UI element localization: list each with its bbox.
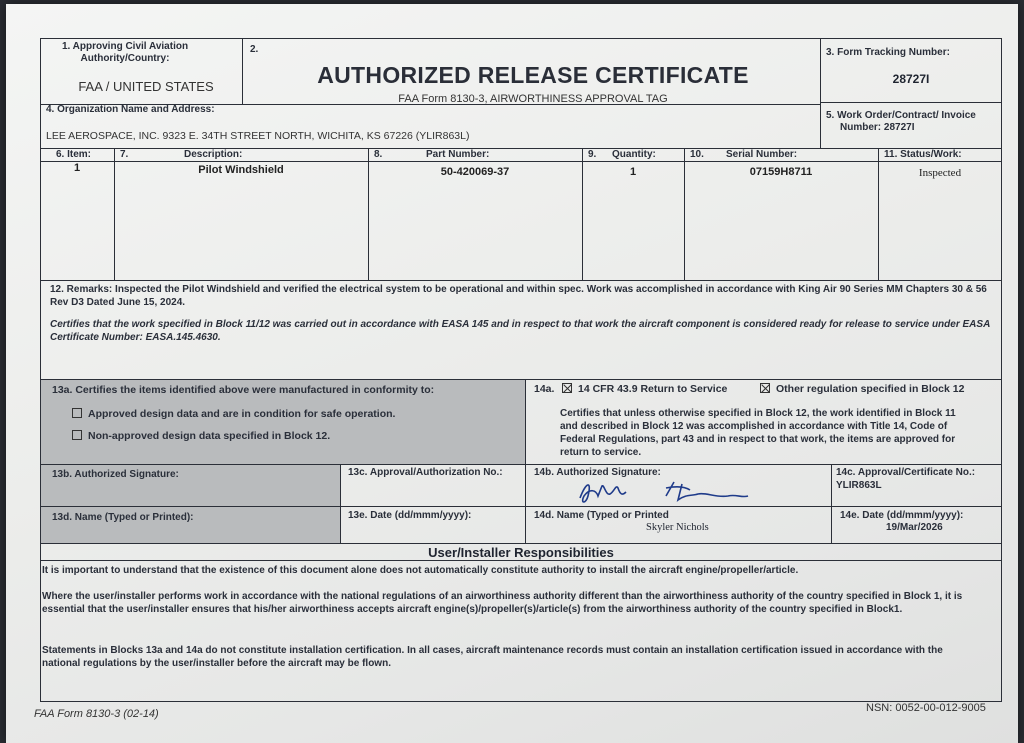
responsibilities-paragraph-1: It is important to understand that the existence of this document alone does not automatically constitute authority to install the aircraft engine/propeller/article.	[42, 565, 799, 576]
block14c-label: 14c. Approval/Certificate No.:	[836, 467, 976, 478]
authorized-signature	[566, 474, 766, 508]
easa-statement: Certifies that the work specified in Block 11/12 was carried out in accordance with EASA 145 and in respect to that work the aircraft component is considered ready for release to service under EASA Certificate Number: EASA.145.4630.	[50, 319, 990, 343]
nsn-footer: NSN: 0052-00-012-9005	[866, 702, 986, 714]
block13d-label: 13d. Name (Typed or Printed):	[52, 512, 194, 523]
item-quantity: 1	[629, 166, 637, 178]
header-serial-number: Serial Number:	[726, 149, 798, 160]
remarks-text: Inspected the Pilot Windshield and verified the electrical system to be operational and within spec. Work was accomplished in accordance with King Air 90 Series MM Chapters 30 & 56 Rev D3 Dated June 15, 2024.	[50, 284, 987, 308]
item-serial-number: 07159H8711	[749, 166, 813, 178]
block14a-option-other: Other regulation specified in Block 12	[760, 383, 964, 395]
certificate-paper	[6, 4, 1018, 743]
certificate-subtitle: FAA Form 8130-3, AIRWORTHINESS APPROVAL TAG	[398, 93, 668, 105]
header-status: 11. Status/Work:	[884, 149, 962, 160]
item-status: Inspected	[918, 167, 962, 179]
printed-name: Skyler Nichols	[646, 522, 709, 533]
approved-design-checkbox[interactable]	[72, 408, 82, 418]
block3-label: 3. Form Tracking Number:	[826, 47, 950, 58]
header-description-number: 7.	[120, 149, 129, 160]
block5-label: 5. Work Order/Contract/ Invoice	[826, 110, 976, 121]
block13e-label: 13e. Date (dd/mmm/yyyy):	[348, 510, 472, 521]
header-item: 6. Item:	[56, 149, 92, 160]
work-order-number: Number: 28727I	[840, 122, 915, 133]
header-quantity: Quantity:	[612, 149, 656, 160]
approval-certificate-number: YLIR863L	[836, 480, 882, 491]
block14a-label: 14a.	[534, 383, 555, 395]
block14a-option-cfr: 14 CFR 43.9 Return to Service	[562, 383, 727, 395]
item-part-number: 50-420069-37	[440, 166, 510, 178]
responsibilities-paragraph-2: Where the user/installer performs work in accordance with the national regulations of an airworthiness authority different than the airworthiness authority of the country specified in Block 1, it is essential that the user/installer ensures that his/her airworthiness accepts aircraft engine(s)/propeller(s)/article(s) from the airworthiness authority of the country specified in Block1.	[42, 591, 963, 615]
block14b-label: 14b. Authorized Signature:	[534, 467, 661, 478]
approving-authority-value: FAA / UNITED STATES	[78, 79, 214, 94]
block13c-label: 13c. Approval/Authorization No.:	[348, 467, 503, 478]
other-regulation-checkbox[interactable]	[760, 383, 770, 393]
header-description: Description:	[184, 149, 243, 160]
organization-address: LEE AEROSPACE, INC. 9323 E. 34TH STREET NORTH, WICHITA, KS 67226 (YLIR863L)	[46, 130, 470, 142]
item-number: 1	[73, 162, 81, 174]
block14e-label: 14e. Date (dd/mmm/yyyy):	[840, 510, 964, 521]
certificate-title: AUTHORIZED RELEASE CERTIFICATE	[317, 62, 749, 88]
header-serial-number-number: 10.	[690, 149, 704, 160]
block4-label: 4. Organization Name and Address:	[46, 104, 215, 115]
block14a-text: Certifies that unless otherwise specified in Block 12, the work identified in Block 11 and described in Block 12 was accomplished in accordance with Title 14, Code of Federal Regulations, part 43 and in respect to that work, the items are approved for return to service.	[560, 408, 956, 458]
block1-label: 1. Approving Civil Aviation Authority/Country:	[61, 41, 189, 64]
header-part-number: Part Number:	[426, 149, 490, 160]
block2-label: 2.	[250, 44, 259, 55]
form-number-footer: FAA Form 8130-3 (02-14)	[34, 708, 159, 720]
block13a-option-approved: Approved design data and are in condition for safe operation.	[72, 408, 395, 420]
block14d-label: 14d. Name (Typed or Printed	[534, 510, 669, 521]
cfr-43-9-checkbox[interactable]	[562, 383, 572, 393]
block13b-label: 13b. Authorized Signature:	[52, 469, 179, 480]
remarks-label: 12. Remarks:	[50, 284, 113, 295]
block13a-option-non-approved: Non-approved design data specified in Block 12.	[72, 430, 330, 442]
item-description: Pilot Windshield	[198, 164, 284, 176]
responsibilities-paragraph-3: Statements in Blocks 13a and 14a do not constitute installation certification. In all cases, aircraft maintenance records must contain an installation certification issued in accordance with the national regulations by the user/installer before the aircraft may be flown.	[42, 645, 943, 669]
form-tracking-number: 28727I	[892, 72, 930, 86]
block13a-label: 13a. Certifies the items identified above were manufactured in conformity to:	[52, 384, 435, 396]
remarks-block	[50, 283, 990, 309]
certificate-date: 19/Mar/2026	[886, 522, 943, 533]
header-quantity-number: 9.	[588, 149, 597, 160]
header-part-number-number: 8.	[374, 149, 383, 160]
responsibilities-heading: User/Installer Responsibilities	[428, 545, 614, 560]
non-approved-design-checkbox[interactable]	[72, 430, 82, 440]
